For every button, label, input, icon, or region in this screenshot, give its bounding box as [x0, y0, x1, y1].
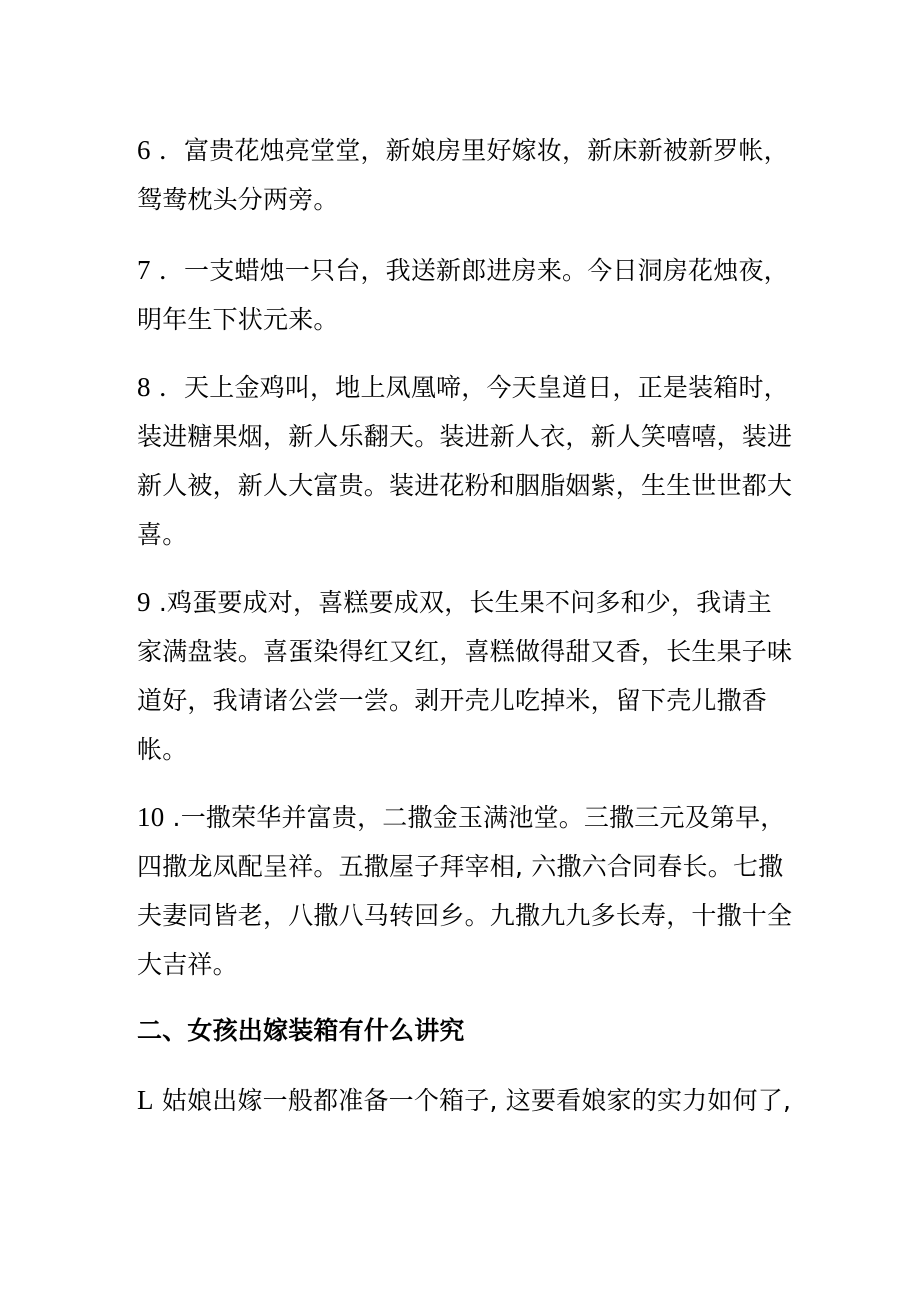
section-heading: 二、女孩出嫁装箱有什么讲究 — [137, 1016, 465, 1045]
item-text-line: ．天上金鸡叫，地上凤凰啼，今天皇道日，正是装箱时， — [150, 373, 789, 402]
item-10 — [137, 798, 793, 984]
item-number: 9 — [137, 587, 151, 617]
item-text-line: 明年生下状元来。 — [137, 305, 339, 334]
item-text-line: 大吉祥。 — [137, 950, 238, 979]
item-text-line: 喜。 — [137, 520, 188, 549]
item-number: 8 — [137, 372, 151, 402]
item-text-line: 新人被，新人大富贵。装进花粉和胭脂姻紫，生生世世都大 — [137, 471, 793, 500]
item-text-line: ．富贵花烛亮堂堂，新娘房里好嫁妆，新床新被新罗帐， — [150, 136, 789, 165]
last-paragraph — [137, 1081, 792, 1120]
item-text-line: .一撒荣华并富贵，二撒金玉满池堂。三撒三元及第早， — [164, 803, 786, 832]
item-text-line: ．一支蜡烛一只台，我送新郎进房来。今日洞房花烛夜， — [150, 256, 789, 285]
item-6 — [137, 131, 787, 219]
item-text-line: .鸡蛋要成对，喜糕要成双，长生果不问多和少，我请主 — [150, 588, 772, 617]
item-number: 6 — [137, 135, 151, 165]
item-7 — [137, 251, 787, 339]
item-text-line: 家满盘装。喜蛋染得红又红，喜糕做得甜又香，长生果子味 — [137, 637, 793, 666]
item-8 — [137, 368, 793, 554]
item-number: L — [137, 1085, 154, 1115]
item-text-line: 姑娘出嫁一般都准备一个箱子, 这要看娘家的实力如何了, — [153, 1086, 792, 1115]
item-text-line: 道好，我请诸公尝一尝。剥开壳儿吃掉米，留下壳儿撒香 — [137, 686, 768, 715]
item-number: 10 — [137, 802, 165, 832]
item-text-line: 帐。 — [137, 735, 188, 764]
item-text-line: 鸳鸯枕头分两旁。 — [137, 185, 339, 214]
item-text-line: 四撒龙凤配呈祥。五撒屋子拜宰相, 六撒六合同春长。七撒 — [137, 852, 784, 881]
item-9 — [137, 583, 793, 769]
item-number: 7 — [137, 255, 151, 285]
item-text-line: 夫妻同皆老，八撒八马转回乡。九撒九九多长寿，十撒十全 — [137, 901, 793, 930]
item-text-line: 装进糖果烟，新人乐翻天。装进新人衣，新人笑嘻嘻，装进 — [137, 422, 793, 451]
